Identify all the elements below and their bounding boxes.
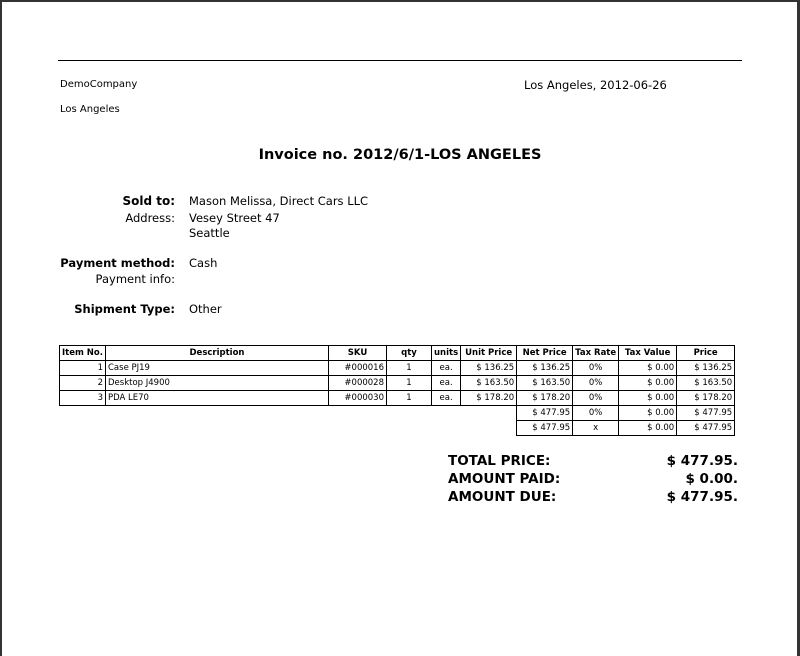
table-row (60, 391, 735, 406)
subtotal-row (60, 406, 735, 421)
col-header-price: Price (677, 346, 735, 361)
cell-price: $ 136.25 (677, 361, 735, 376)
col-header-units: units (432, 346, 461, 361)
payment-method-label: Payment method: (60, 256, 175, 270)
cell-tax-rate: 0% (573, 406, 619, 421)
cell-description: Case PJ19 (106, 361, 329, 376)
cell-item-no: 3 (60, 391, 106, 406)
header-rule (58, 60, 742, 61)
cell-unit-price: $ 178.20 (461, 391, 517, 406)
col-header-sku: SKU (329, 346, 387, 361)
subtotal-row (60, 421, 735, 436)
payment-info-label: Payment info: (95, 272, 175, 286)
cell-qty: 1 (387, 361, 432, 376)
col-header-item-no: Item No. (60, 346, 106, 361)
cell-net-price: $ 477.95 (517, 421, 573, 436)
cell-tax-value: $ 0.00 (619, 391, 677, 406)
cell-tax-rate: 0% (573, 391, 619, 406)
cell-tax-value: $ 0.00 (619, 361, 677, 376)
address-line1: Vesey Street 47 (189, 211, 280, 225)
amount-due-value: $ 477.95. (666, 489, 738, 505)
cell-price: $ 178.20 (677, 391, 735, 406)
cell-units: ea. (432, 376, 461, 391)
cell-price: $ 477.95 (677, 421, 735, 436)
col-header-unit-price: Unit Price (461, 346, 517, 361)
cell-tax-rate: 0% (573, 361, 619, 376)
total-price-value: $ 477.95. (666, 453, 738, 469)
address-label: Address: (125, 211, 175, 225)
cell-item-no: 1 (60, 361, 106, 376)
cell-net-price: $ 136.25 (517, 361, 573, 376)
cell-net-price: $ 163.50 (517, 376, 573, 391)
shipment-type-label: Shipment Type: (74, 302, 175, 316)
cell-price: $ 477.95 (677, 406, 735, 421)
cell-net-price: $ 477.95 (517, 406, 573, 421)
cell-units: ea. (432, 391, 461, 406)
sold-to-label: Sold to: (122, 194, 175, 208)
cell-price: $ 163.50 (677, 376, 735, 391)
cell-unit-price: $ 136.25 (461, 361, 517, 376)
cell-sku: #000016 (329, 361, 387, 376)
col-header-description: Description (106, 346, 329, 361)
items-table (59, 345, 735, 436)
address-line2: Seattle (189, 226, 230, 240)
cell-qty: 1 (387, 376, 432, 391)
cell-sku: #000030 (329, 391, 387, 406)
sold-to-value: Mason Melissa, Direct Cars LLC (189, 194, 369, 208)
col-header-tax-value: Tax Value (619, 346, 677, 361)
cell-tax-rate: x (573, 421, 619, 436)
table-header-row (60, 346, 735, 361)
col-header-tax-rate: Tax Rate (573, 346, 619, 361)
company-name: DemoCompany (60, 79, 138, 90)
cell-units: ea. (432, 361, 461, 376)
cell-tax-rate: 0% (573, 376, 619, 391)
cell-sku: #000028 (329, 376, 387, 391)
cell-description: Desktop J4900 (106, 376, 329, 391)
cell-description: PDA LE70 (106, 391, 329, 406)
amount-paid-label: AMOUNT PAID: (448, 471, 561, 487)
place-date: Los Angeles, 2012-06-26 (524, 78, 667, 92)
col-header-net-price: Net Price (517, 346, 573, 361)
cell-item-no: 2 (60, 376, 106, 391)
shipment-type-value: Other (189, 302, 222, 316)
cell-unit-price: $ 163.50 (461, 376, 517, 391)
cell-qty: 1 (387, 391, 432, 406)
cell-tax-value: $ 0.00 (619, 421, 677, 436)
cell-tax-value: $ 0.00 (619, 406, 677, 421)
col-header-qty: qty (387, 346, 432, 361)
table-row (60, 376, 735, 391)
amount-due-label: AMOUNT DUE: (448, 489, 557, 505)
amount-paid-value: $ 0.00. (685, 471, 738, 487)
company-city: Los Angeles (60, 104, 120, 115)
total-price-label: TOTAL PRICE: (448, 453, 551, 469)
cell-tax-value: $ 0.00 (619, 376, 677, 391)
invoice-title: Invoice no. 2012/6/1-LOS ANGELES (258, 147, 542, 163)
cell-net-price: $ 178.20 (517, 391, 573, 406)
payment-method-value: Cash (189, 256, 218, 270)
table-row (60, 361, 735, 376)
